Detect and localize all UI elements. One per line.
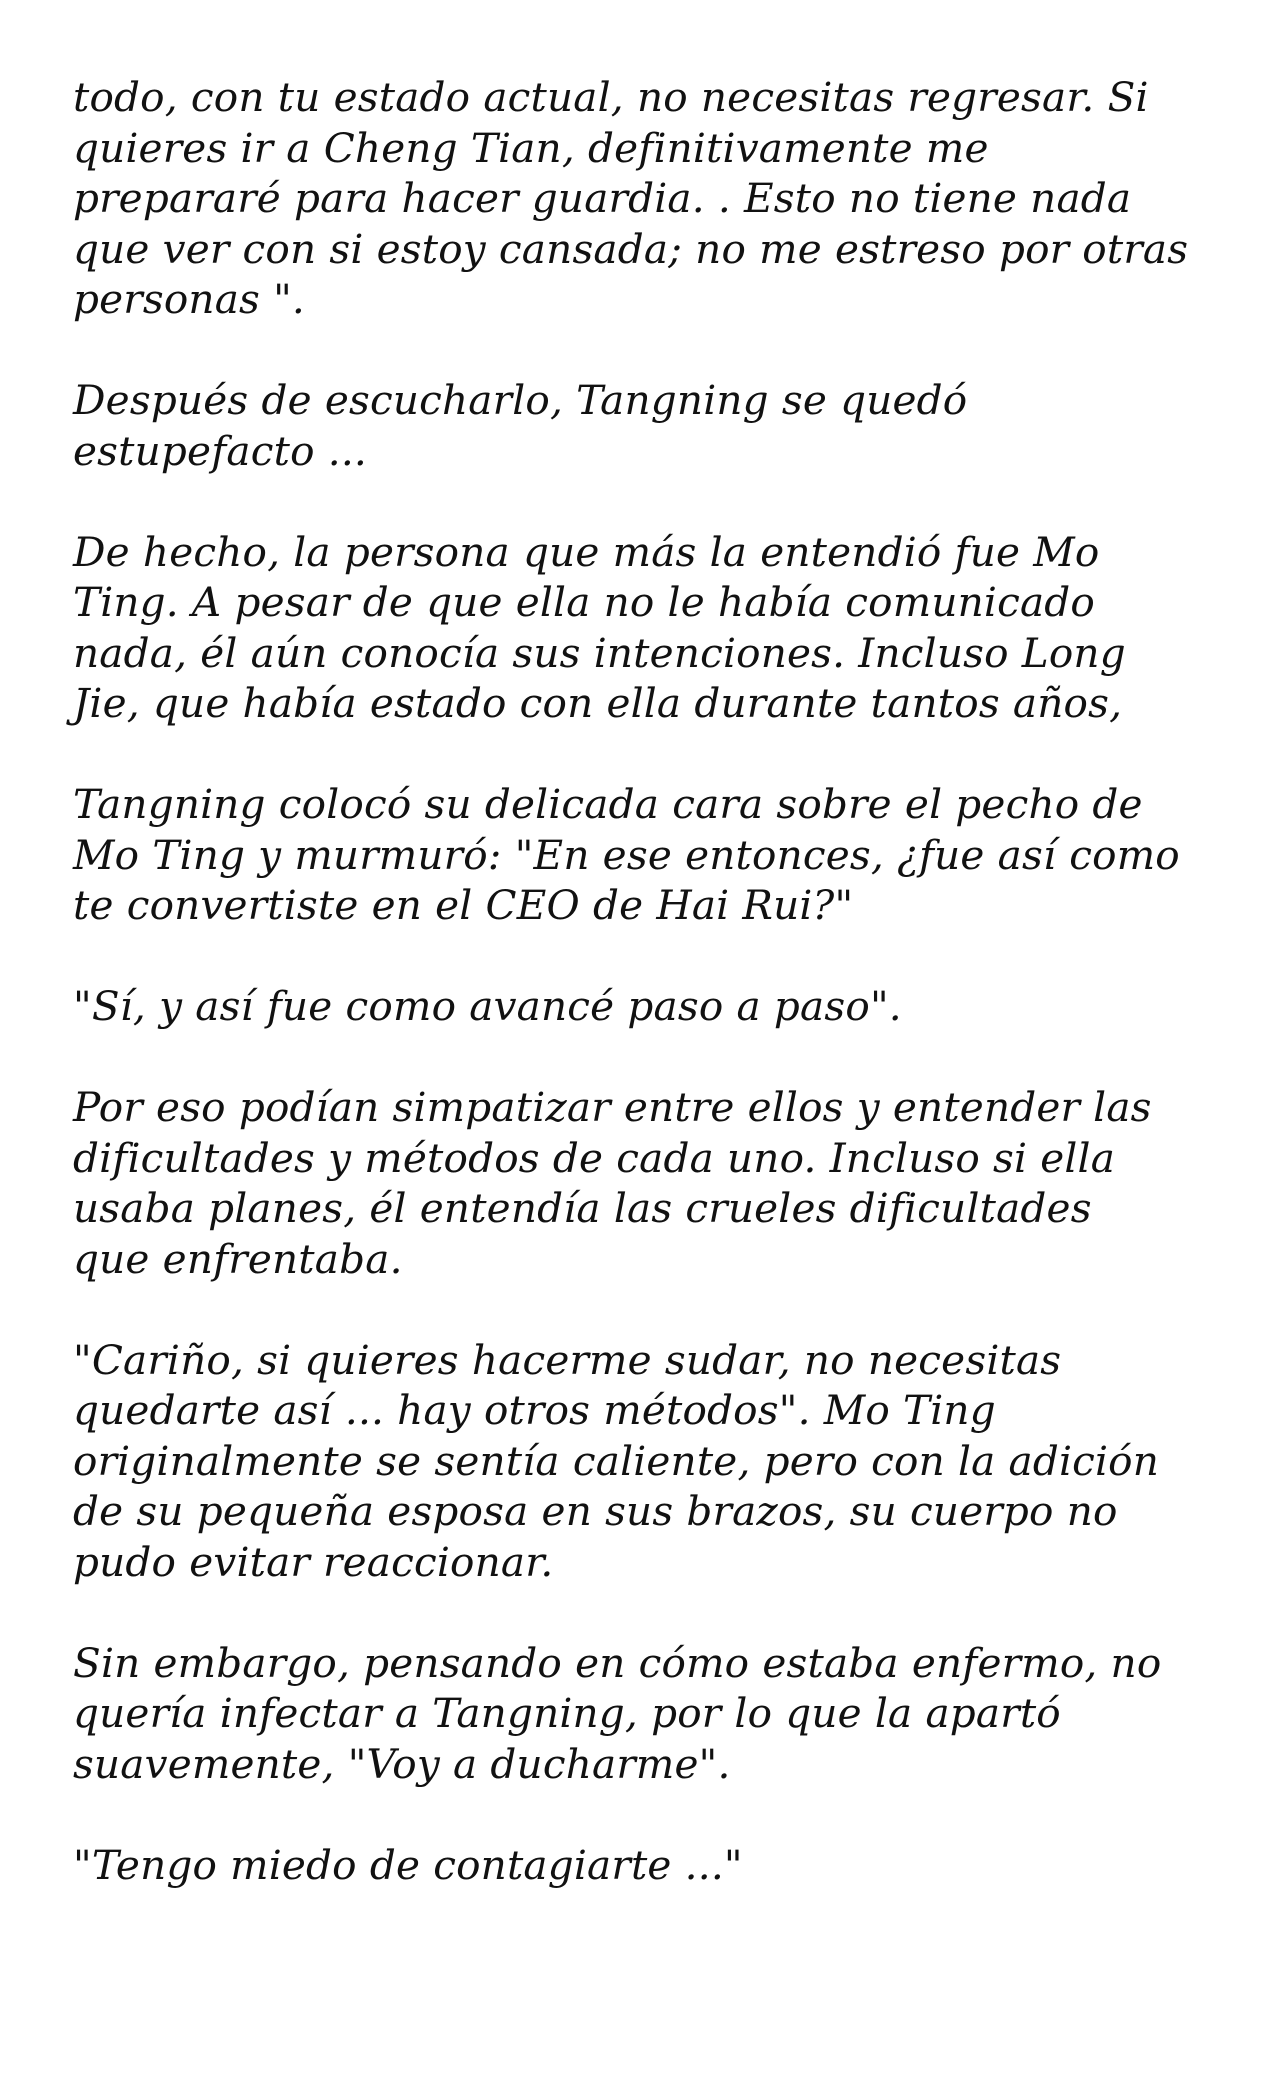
text-line: quería infectar a Tangning, por lo que la apartó	[73, 1689, 1061, 1737]
text-line: estupefacto ...	[73, 426, 367, 475]
text-line: de su pequeña esposa en sus brazos, su cuerpo no	[73, 1487, 1118, 1535]
text-line: originalmente se sentía caliente, pero con la adición	[73, 1436, 1160, 1485]
text-line: quieres ir a Cheng Tian, definitivamente me	[73, 123, 989, 172]
paragraph-4	[73, 779, 1215, 931]
text-line: "Tengo miedo de contagiarte ..."	[73, 1840, 743, 1889]
text-line: que enfrentaba.	[73, 1234, 403, 1283]
text-line: suavemente, "Voy a ducharme".	[73, 1739, 731, 1788]
text-line: te convertiste en el CEO de Hai Rui?"	[73, 881, 854, 929]
text-line: De hecho, la persona que más la entendió fue Mo	[73, 527, 1100, 576]
text-line: dificultades y métodos de cada uno. Incluso si ella	[73, 1133, 1116, 1182]
paragraph-7	[73, 1335, 1215, 1588]
paragraph-5	[73, 981, 1215, 1032]
paragraph-8	[73, 1638, 1215, 1790]
text-line: Después de escucharlo, Tangning se quedó	[73, 376, 968, 424]
text-line: personas ".	[73, 275, 306, 323]
text-line: usaba planes, él entendía las crueles dificultades	[73, 1184, 1092, 1232]
text-line: Tangning colocó su delicada cara sobre el pecho de	[73, 780, 1143, 828]
text-line: Por eso podían simpatizar entre ellos y entender las	[73, 1083, 1152, 1131]
text-line: "Sí, y así fue como avancé paso a paso".	[73, 982, 902, 1030]
paragraph-2	[73, 375, 1215, 476]
text-line: nada, él aún conocía sus intenciones. Incluso Long	[73, 628, 1126, 677]
text-line: pudo evitar reaccionar.	[73, 1537, 554, 1586]
text-line: todo, con tu estado actual, no necesitas regresar. Si	[73, 73, 1149, 121]
text-line: que ver con si estoy cansada; no me estreso por otras	[73, 224, 1189, 273]
text-line: prepararé para hacer guardia. . Esto no tiene nada	[73, 174, 1132, 222]
paragraph-1	[73, 72, 1215, 325]
text-line: Mo Ting y murmuró: "En ese entonces, ¿fue así como	[73, 830, 1180, 879]
text-line: Jie, que había estado con ella durante tantos años,	[73, 679, 1123, 727]
paragraph-6	[73, 1082, 1215, 1284]
text-line: Ting. A pesar de que ella no le había comunicado	[73, 578, 1096, 626]
text-line: quedarte así ... hay otros métodos". Mo Ting	[73, 1386, 996, 1434]
text-line: "Cariño, si quieres hacerme sudar, no necesitas	[73, 1335, 1062, 1384]
paragraph-9	[73, 1840, 1215, 1891]
text-line: Sin embargo, pensando en cómo estaba enfermo, no	[73, 1638, 1162, 1687]
paragraph-3	[73, 527, 1215, 729]
